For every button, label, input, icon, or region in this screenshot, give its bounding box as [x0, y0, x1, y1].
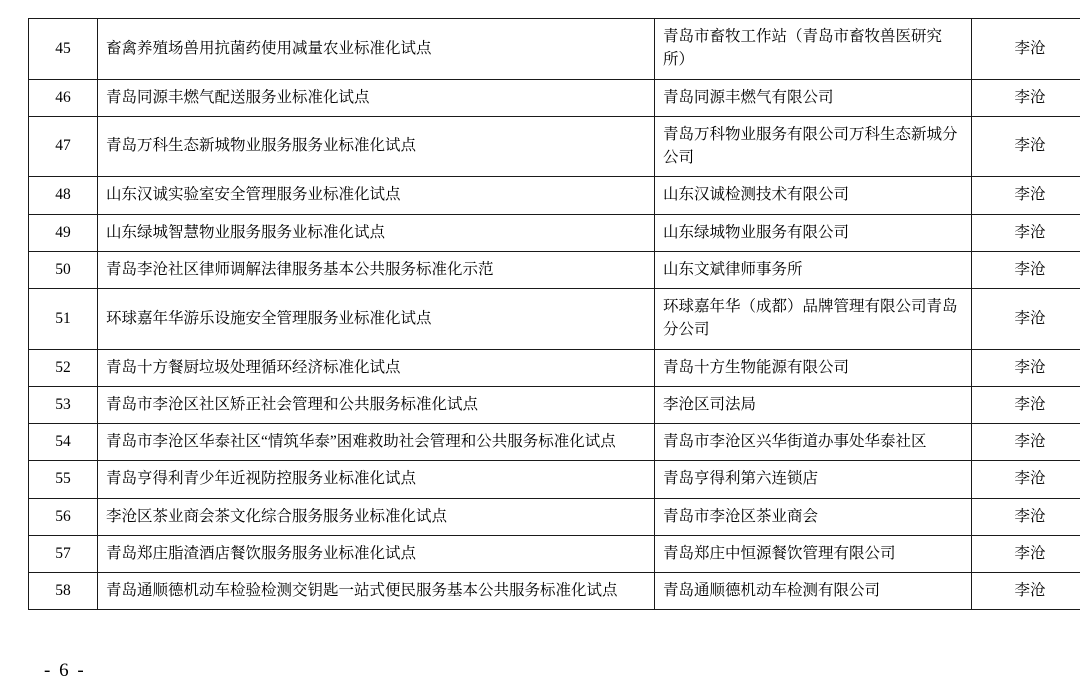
table-row — [29, 19, 1080, 80]
table-row — [29, 177, 1080, 214]
district: 李沧 — [972, 535, 1080, 572]
project-name: 青岛同源丰燃气配送服务业标准化试点 — [98, 79, 655, 116]
responsible-unit: 青岛市李沧区兴华街道办事处华泰社区 — [655, 424, 972, 461]
project-name: 李沧区茶业商会茶文化综合服务服务业标准化试点 — [98, 498, 655, 535]
responsible-unit: 青岛市李沧区茶业商会 — [655, 498, 972, 535]
district: 李沧 — [972, 349, 1080, 386]
row-number: 48 — [29, 177, 98, 214]
district: 李沧 — [972, 19, 1080, 80]
row-number: 50 — [29, 251, 98, 288]
district: 李沧 — [972, 116, 1080, 177]
row-number: 46 — [29, 79, 98, 116]
row-number: 54 — [29, 424, 98, 461]
row-number: 51 — [29, 289, 98, 350]
table-row — [29, 498, 1080, 535]
district: 李沧 — [972, 289, 1080, 350]
responsible-unit: 青岛通顺德机动车检测有限公司 — [655, 573, 972, 610]
responsible-unit: 青岛亨得利第六连锁店 — [655, 461, 972, 498]
table-row — [29, 535, 1080, 572]
row-number: 45 — [29, 19, 98, 80]
district: 李沧 — [972, 498, 1080, 535]
responsible-unit: 青岛十方生物能源有限公司 — [655, 349, 972, 386]
row-number: 47 — [29, 116, 98, 177]
district: 李沧 — [972, 461, 1080, 498]
responsible-unit: 青岛同源丰燃气有限公司 — [655, 79, 972, 116]
district: 李沧 — [972, 424, 1080, 461]
row-number: 58 — [29, 573, 98, 610]
responsible-unit: 李沧区司法局 — [655, 386, 972, 423]
table-row — [29, 461, 1080, 498]
responsible-unit: 青岛市畜牧工作站（青岛市畜牧兽医研究所） — [655, 19, 972, 80]
project-name: 青岛万科生态新城物业服务服务业标准化试点 — [98, 116, 655, 177]
district: 李沧 — [972, 79, 1080, 116]
project-name: 山东汉诚实验室安全管理服务业标准化试点 — [98, 177, 655, 214]
responsible-unit: 山东绿城物业服务有限公司 — [655, 214, 972, 251]
district: 李沧 — [972, 177, 1080, 214]
responsible-unit: 环球嘉年华（成都）品牌管理有限公司青岛分公司 — [655, 289, 972, 350]
project-name: 青岛市李沧区社区矫正社会管理和公共服务标准化试点 — [98, 386, 655, 423]
project-name: 青岛亨得利青少年近视防控服务业标准化试点 — [98, 461, 655, 498]
project-name: 畜禽养殖场兽用抗菌药使用减量农业标准化试点 — [98, 19, 655, 80]
district: 李沧 — [972, 386, 1080, 423]
district: 李沧 — [972, 251, 1080, 288]
table-row — [29, 349, 1080, 386]
row-number: 53 — [29, 386, 98, 423]
project-name: 青岛李沧社区律师调解法律服务基本公共服务标准化示范 — [98, 251, 655, 288]
row-number: 52 — [29, 349, 98, 386]
responsible-unit: 青岛万科物业服务有限公司万科生态新城分公司 — [655, 116, 972, 177]
district: 李沧 — [972, 214, 1080, 251]
table-row — [29, 386, 1080, 423]
row-number: 56 — [29, 498, 98, 535]
responsible-unit: 山东文斌律师事务所 — [655, 251, 972, 288]
project-name: 青岛市李沧区华泰社区“情筑华泰”困难救助社会管理和公共服务标准化试点 — [98, 424, 655, 461]
row-number: 57 — [29, 535, 98, 572]
page-number: - 6 - — [44, 660, 86, 681]
project-name: 山东绿城智慧物业服务服务业标准化试点 — [98, 214, 655, 251]
project-name: 环球嘉年华游乐设施安全管理服务业标准化试点 — [98, 289, 655, 350]
responsible-unit: 青岛郑庄中恒源餐饮管理有限公司 — [655, 535, 972, 572]
project-name: 青岛郑庄脂渣酒店餐饮服务服务业标准化试点 — [98, 535, 655, 572]
table-row — [29, 424, 1080, 461]
row-number: 55 — [29, 461, 98, 498]
table-row — [29, 573, 1080, 610]
table-body — [29, 19, 1080, 610]
table-row — [29, 214, 1080, 251]
standardization-pilot-table — [28, 18, 1080, 610]
table-row — [29, 79, 1080, 116]
district: 李沧 — [972, 573, 1080, 610]
project-name: 青岛十方餐厨垃圾处理循环经济标准化试点 — [98, 349, 655, 386]
project-name: 青岛通顺德机动车检验检测交钥匙一站式便民服务基本公共服务标准化试点 — [98, 573, 655, 610]
responsible-unit: 山东汉诚检测技术有限公司 — [655, 177, 972, 214]
table-row — [29, 116, 1080, 177]
table-row — [29, 289, 1080, 350]
row-number: 49 — [29, 214, 98, 251]
table-row — [29, 251, 1080, 288]
